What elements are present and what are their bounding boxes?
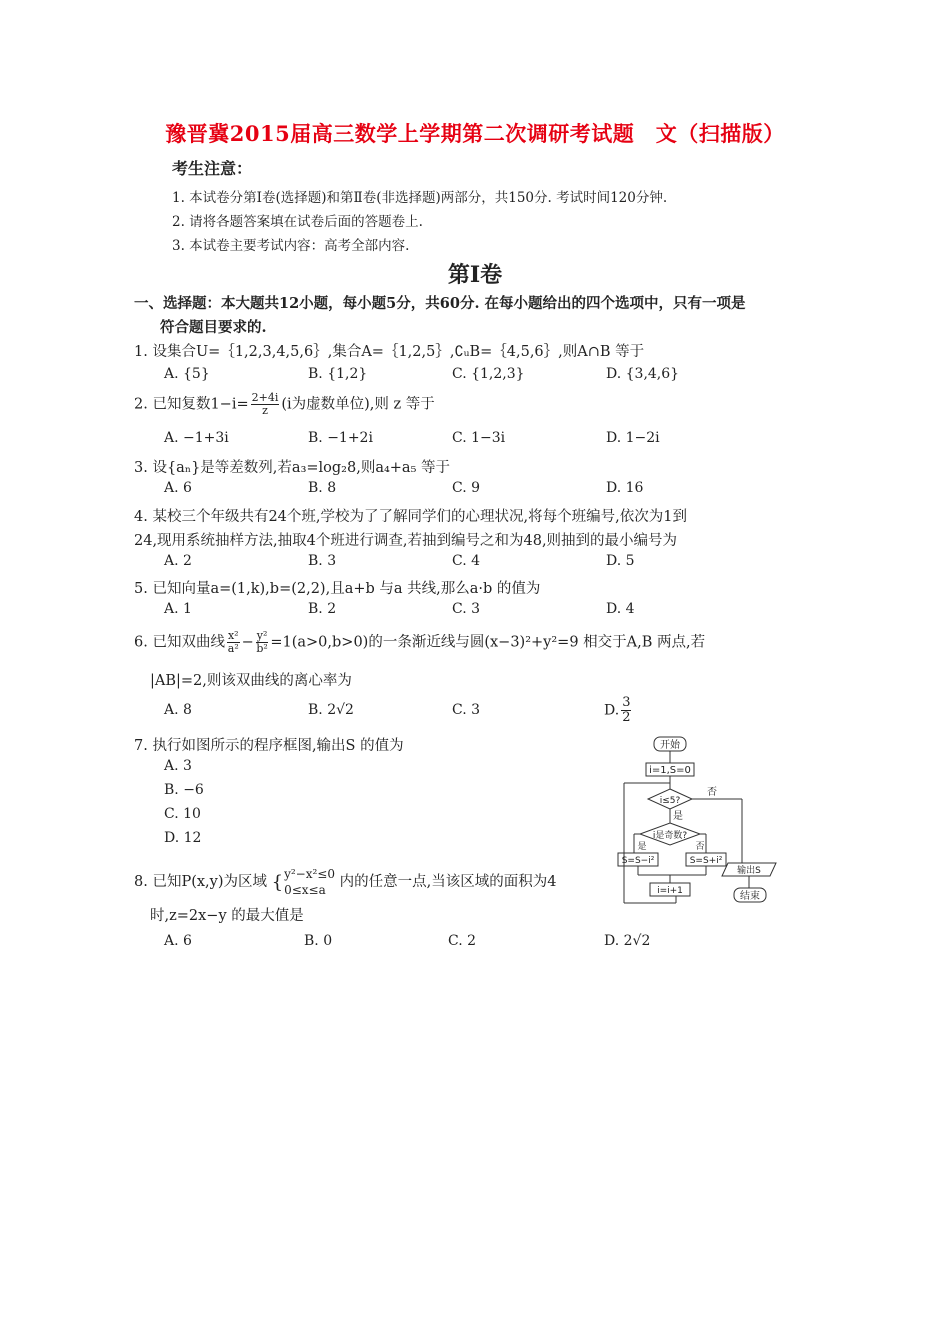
q4-option-b: B. 3: [308, 553, 337, 569]
q6-option-c: C. 3: [452, 702, 481, 718]
q6-d-num: 3: [622, 695, 631, 710]
notice-item: 3. 本试卷主要考试内容：高考全部内容.: [172, 238, 410, 254]
q5-option-c: C. 3: [452, 601, 481, 617]
question-1-stem: 1. 设集合U=｛1,2,3,4,5,6｝,集合A=｛1,2,5｝,∁ᵤB=｛4,5,6｝,则A∩B 等于: [134, 344, 645, 360]
q1-option-a: A. {5}: [164, 366, 210, 382]
q2-stem-pre: 2. 已知复数1−i=: [134, 396, 249, 413]
q6-option-d-fraction: [621, 696, 631, 725]
q2-option-b: B. −1+2i: [308, 430, 373, 446]
flow-yes2-text: 是: [637, 842, 647, 852]
q8-option-a: A. 6: [164, 933, 192, 949]
question-7-stem: 7. 执行如图所示的程序框图,输出S 的值为: [134, 738, 404, 754]
q8-option-b: B. 0: [304, 933, 333, 949]
flow-cond-text: i≤5?: [659, 796, 681, 806]
question-4-stem-line2: 24,现用系统抽样方法,抽取4个班进行调查,若抽到编号之和为48,则抽到的最小编号为: [134, 533, 678, 549]
q1-option-d: D. {3,4,6}: [606, 366, 680, 382]
q8-option-d: D. 2√2: [604, 933, 651, 949]
q2-fraction: [251, 392, 280, 417]
flow-yes-text: 是: [673, 811, 683, 822]
q6-d-den: 2: [622, 710, 631, 725]
q3-option-d: D. 16: [606, 480, 644, 496]
instruction-line: 符合题目要求的.: [160, 319, 267, 336]
q2-option-c: C. 1−3i: [452, 430, 506, 446]
q2-stem-post: (i为虚数单位),则 z 等于: [281, 396, 435, 413]
q8-system: [284, 866, 335, 898]
q2-option-a: A. −1+3i: [164, 430, 229, 446]
q7-option-c: C. 10: [164, 806, 201, 822]
q3-option-a: A. 6: [164, 480, 192, 496]
q5-option-b: B. 2: [308, 601, 337, 617]
question-6-stem-line2: |AB|=2,则该双曲线的离心率为: [150, 673, 352, 689]
q6-f2-den: b²: [256, 642, 268, 655]
flow-end-text: 结束: [740, 891, 760, 902]
question-6-stem: [134, 630, 705, 655]
flow-minus-text: S=S−i²: [621, 856, 655, 866]
q7-option-b: B. −6: [164, 782, 204, 798]
flow-no-text: 否: [707, 787, 717, 798]
q2-frac-num: 2+4i: [251, 391, 279, 404]
q6-option-a: A. 8: [164, 702, 192, 718]
q6-f1-num: x²: [227, 629, 239, 642]
flowchart-svg: [616, 733, 792, 913]
q6-stem-pre: 6. 已知双曲线: [134, 634, 225, 651]
q5-option-a: A. 1: [164, 601, 192, 617]
q2-option-d: D. 1−2i: [606, 430, 660, 446]
q7-option-d: D. 12: [164, 830, 202, 846]
q5-option-d: D. 4: [606, 601, 635, 617]
q6-option-d-label: D.: [604, 702, 620, 719]
notice-heading: 考生注意：: [172, 159, 253, 178]
q8-option-c: C. 2: [448, 933, 477, 949]
flow-inc-text: i=i+1: [657, 886, 683, 896]
page-title: 豫晋冀2015届高三数学上学期第二次调研考试题 文（扫描版）: [165, 121, 785, 146]
flow-odd-text: i是奇数?: [652, 831, 688, 841]
notice-item: 2. 请将各题答案填在试卷后面的答题卷上.: [172, 214, 423, 230]
q3-option-c: C. 9: [452, 480, 481, 496]
question-5-stem: 5. 已知向量a=(1,k),b=(2,2),且a+b 与a 共线,那么a·b 的值为: [134, 581, 541, 597]
q3-option-b: B. 8: [308, 480, 337, 496]
q7-option-a: A. 3: [164, 758, 192, 774]
q4-option-a: A. 2: [164, 553, 192, 569]
q8-sys-line2: 0≤x≤a: [284, 883, 326, 897]
flowchart: [616, 733, 792, 917]
q6-fraction-2: [256, 630, 269, 655]
q1-option-b: B. {1,2}: [308, 366, 368, 382]
q6-option-d: [604, 696, 633, 725]
q6-option-b: B. 2√2: [308, 702, 354, 718]
question-4-stem: 4. 某校三个年级共有24个班,学校为了了解同学们的心理状况,将每个班编号,依次为1到: [134, 509, 687, 525]
instruction-line: 一、选择题：本大题共12小题，每小题5分，共60分. 在每小题给出的四个选项中，只有一项是: [134, 295, 746, 312]
notice-item: 1. 本试卷分第Ⅰ卷(选择题)和第Ⅱ卷(非选择题)两部分，共150分. 考试时间120分钟.: [172, 190, 668, 206]
q8-brace: {: [271, 871, 284, 893]
q6-fraction-1: [227, 630, 240, 655]
q2-frac-den: z: [262, 404, 268, 417]
q8-sys-line1: y²−x²≤0: [284, 867, 335, 881]
q6-stem-post: =1(a>0,b>0)的一条渐近线与圆(x−3)²+y²=9 相交于A,B 两点,若: [270, 634, 706, 651]
q4-option-d: D. 5: [606, 553, 635, 569]
question-3-stem: 3. 设{aₙ}是等差数列,若a₃=log₂8,则a₄+a₅ 等于: [134, 460, 450, 476]
q4-option-c: C. 4: [452, 553, 481, 569]
q6-minus: −: [241, 634, 254, 651]
flow-no2-text: 否: [695, 842, 705, 852]
section-title: 第Ⅰ卷: [447, 262, 503, 288]
flow-output-text: 输出S: [737, 866, 761, 876]
q6-f1-den: a²: [227, 642, 239, 655]
question-2-stem: [134, 392, 435, 417]
q8-stem-post: 内的任意一点,当该区域的面积为4: [339, 874, 557, 890]
flow-start-text: 开始: [660, 740, 680, 751]
question-8-stem-line2: 时,z=2x−y 的最大值是: [150, 908, 304, 924]
q8-stem-pre: 8. 已知P(x,y)为区域: [134, 874, 267, 890]
flow-plus-text: S=S+i²: [689, 856, 723, 866]
question-8-stem: [134, 866, 556, 898]
flow-init-text: i=1,S=0: [649, 765, 691, 776]
q6-f2-num: y²: [256, 629, 268, 642]
q1-option-c: C. {1,2,3}: [452, 366, 525, 382]
